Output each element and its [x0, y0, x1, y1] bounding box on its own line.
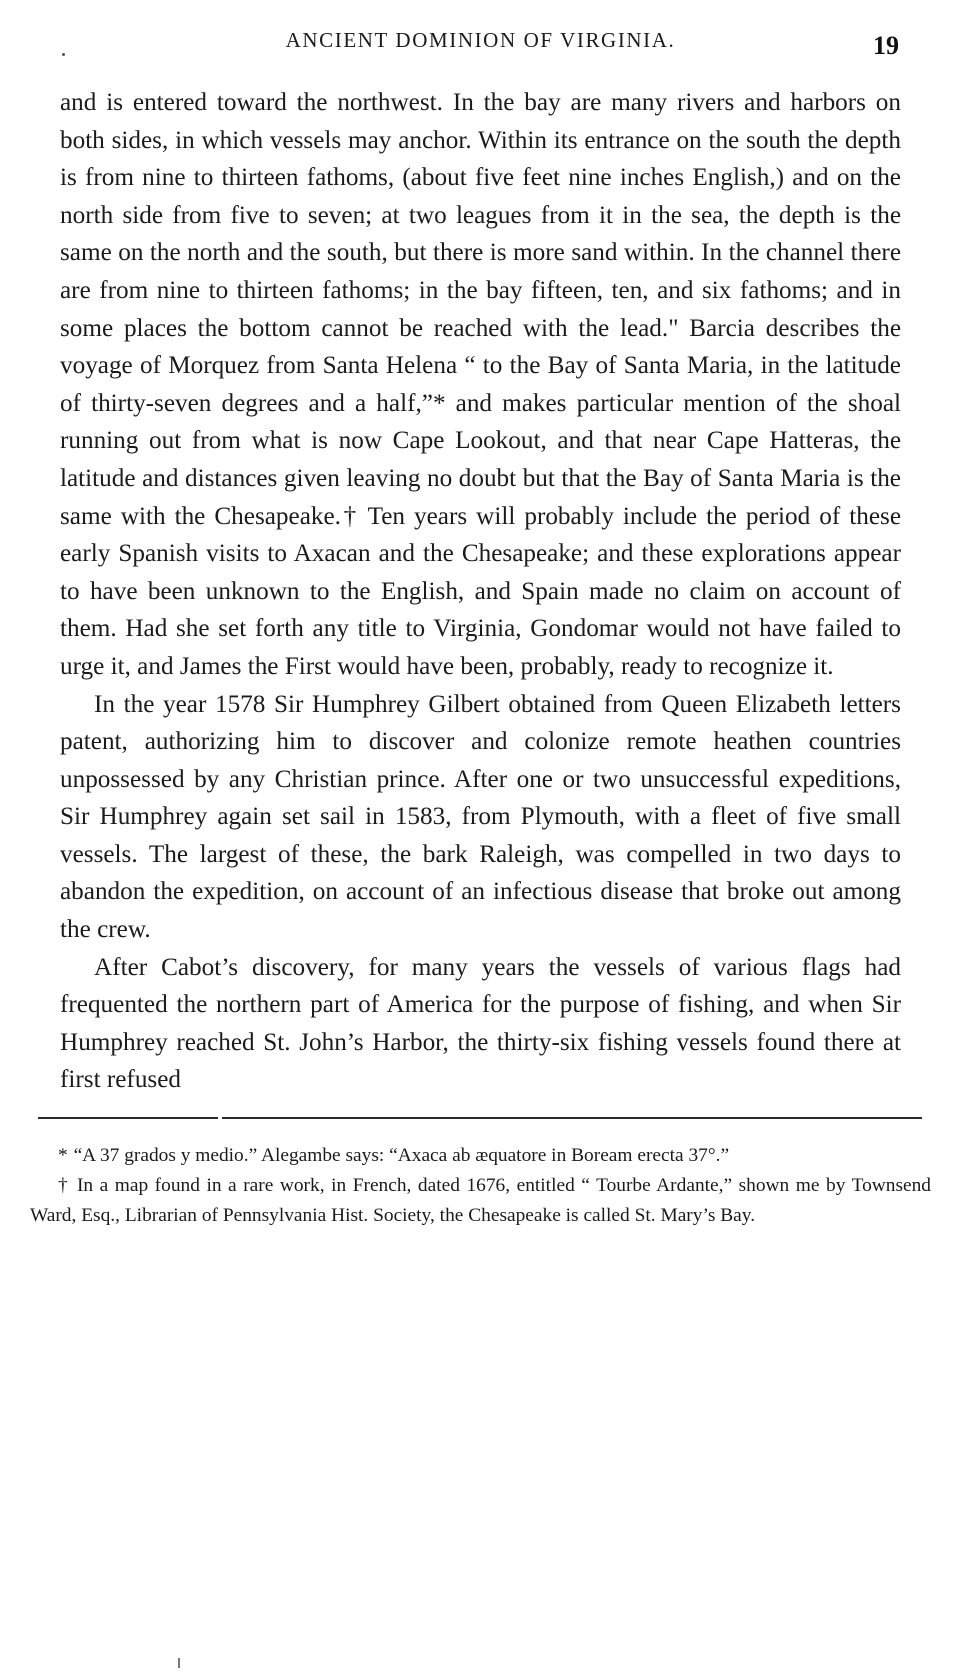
paragraph: After Cabot’s discovery, for many years the vessels of various flags had frequented the northern part of America for the purpose of fishing, and when Sir Humphrey reached St. John’s Harbor, the thirty-six fishing vessels found there at first refused [60, 953, 901, 1094]
page-number: 19 [873, 31, 899, 60]
footnote-item [30, 1141, 931, 1171]
paragraph: and is entered toward the northwest. In the bay are many rivers and harbors on both sides, in which vessels may anchor. Within its entrance on the south the depth is from nine to thirteen fathoms, (about five feet nine inches English,) and on the north side from five to seven; at two leagues from it in the sea, the depth is the same on the north and the south, but there is more sand within. In the channel there are from nine to thirteen fathoms; in the bay fifteen, ten, and six fathoms; and in some places the bottom cannot be reached with the lead." Barcia describes the voyage of Morquez from Santa Helena “ to the Bay of Santa Maria, in the latitude of thirty-seven degrees and a half,”* and makes particular mention of the shoal running out from what is now Cape Lookout, and that near Cape Hatteras, the latitude and distances given leaving no doubt but that the Bay of Santa Maria is the same with the Chesapeake.† Ten years will probably include the period of these early Spanish visits to Axacan and the Chesapeake; and these explorations appear to have been unknown to the English, and Spain made no claim on account of them. Had she set forth any title to Virginia, Gondomar would not have failed to urge it, and James the First would have been, probably, ready to recognize it. [60, 89, 901, 680]
footnotes [30, 1141, 931, 1231]
corner-mark-icon [62, 53, 65, 56]
footnote-text: In a map found in a rare work, in French, dated 1676, entitled “ Tourbe Ardante,” shown me by Townsend Ward, Esq., Librarian of Pennsylvania Hist. Society, the Chesapeake is called St. Mary’s Bay. [30, 1175, 932, 1227]
footnote-rule-left [38, 1117, 218, 1119]
paragraph: In the year 1578 Sir Humphrey Gilbert obtained from Queen Elizabeth letters patent, authorizing him to discover and colonize remote heathen countries unpossessed by any Christian prince. After one or two unsuccessful expeditions, Sir Humphrey again set sail in 1583, from Plymouth, with a fleet of five small vessels. The largest of these, the bark Raleigh, was compelled in two days to abandon the expedition, on account of an infectious disease that broke out among the crew. [60, 690, 901, 944]
footnote-rule-right [222, 1117, 922, 1119]
footnote-item [30, 1171, 931, 1231]
page-header [62, 28, 899, 62]
page [0, 28, 961, 1674]
footnote-separator [0, 1117, 961, 1127]
footnote-marker: * [58, 1145, 69, 1167]
running-title: ANCIENT DOMINION OF VIRGINIA. [285, 28, 676, 52]
footnote-text: “A 37 grados y medio.” Alegambe says: “Axaca ab æquatore in Boream erecta 37°.” [73, 1145, 730, 1167]
body-text [60, 84, 901, 1099]
bottom-tick-mark [178, 1658, 180, 1668]
footnote-marker: † [58, 1175, 71, 1197]
